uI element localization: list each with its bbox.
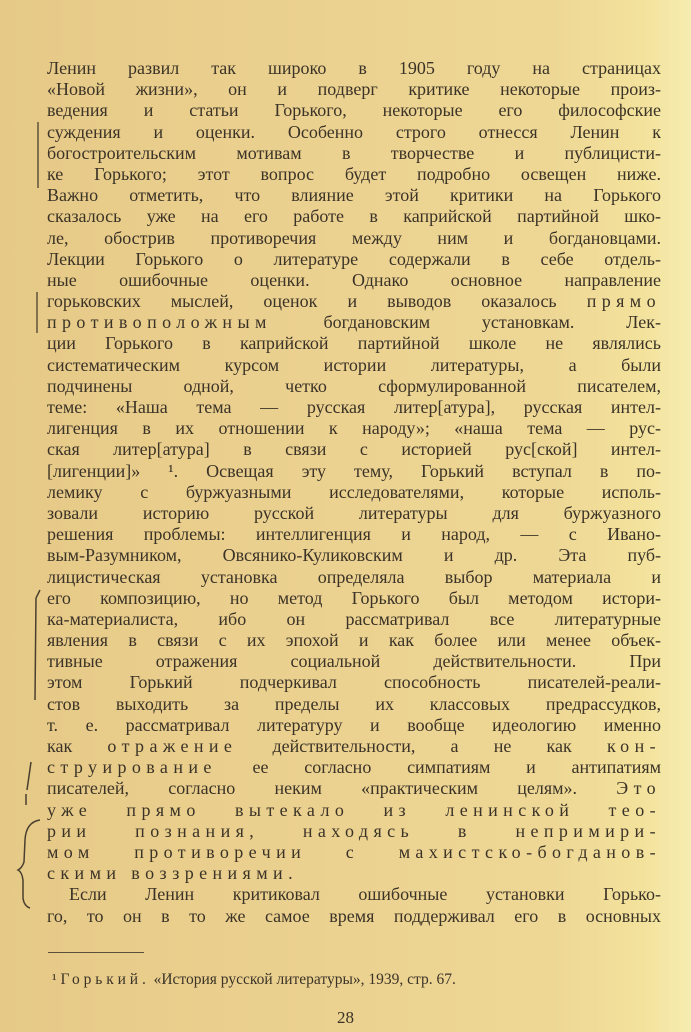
text-line — [47, 312, 661, 333]
text-line — [47, 694, 661, 715]
text-line — [47, 503, 661, 524]
line-text: этом Горький подчеркивал способность писателей-реали- — [47, 672, 661, 693]
text-line — [47, 524, 661, 545]
emphasized-text: рии познания, находясь в непримири- — [47, 820, 661, 841]
text-line — [47, 355, 661, 376]
line-text: тивные отражения социальной действительности. При — [47, 651, 661, 672]
line-text: горьковских мыслей, оценок и выводов оказалось — [47, 291, 587, 312]
line-text: лицистическая установка определяла выбор материала и — [47, 566, 661, 587]
text-line — [47, 164, 661, 185]
text-line — [47, 821, 661, 842]
emphasized-text: прямо — [586, 291, 661, 312]
line-text: [лигенции]» ¹. Освещая эту тему, Горький вступал в по- — [47, 460, 661, 481]
text-line — [47, 778, 661, 799]
text-line — [47, 842, 661, 863]
margin-brace — [18, 820, 40, 908]
line-text: т. е. рассматривал литературу и вообще идеологию именно — [47, 714, 661, 735]
text-line — [47, 143, 661, 164]
emphasized-text: струирование — [47, 757, 217, 778]
line-text: явления в связи с их эпохой и как более или менее объек- — [47, 630, 661, 651]
text-line — [47, 651, 661, 672]
line-text: лигенция в их отношении к народу»; «наша тема — рус- — [47, 418, 661, 439]
text-line — [47, 567, 661, 588]
text-line — [47, 333, 661, 354]
text-line — [47, 228, 661, 249]
line-text: ка-материалиста, ибо он рассматривал все литературные — [47, 608, 661, 629]
text-line — [47, 291, 661, 312]
text-line — [47, 800, 661, 821]
text-line — [47, 545, 661, 566]
text-line — [47, 185, 661, 206]
line-text: сказалось уже на его работе в каприйской партийной шко- — [47, 206, 661, 227]
line-text: богостроительским мотивам в творчестве и публицисти- — [47, 142, 661, 163]
text-line — [47, 206, 661, 227]
line-text: Ленин развил так широко в 1905 году на страницах — [47, 58, 661, 78]
text-line — [47, 715, 661, 736]
text-line — [47, 397, 661, 418]
line-text: лемику с буржуазными исследователями, которые исполь- — [47, 481, 661, 502]
text-line — [47, 418, 661, 439]
margin-line-4 — [26, 762, 31, 805]
text-line — [47, 588, 661, 609]
emphasized-text: противоположным — [47, 312, 272, 333]
footnote-author: Горький. — [60, 971, 150, 988]
line-text: писателей, согласно неким «практическим целям». — [47, 778, 617, 799]
line-text: ные ошибочные оценки. Однако основное направление — [47, 269, 661, 290]
emphasized-text: отражение — [107, 736, 238, 756]
text-line — [47, 609, 661, 630]
text-line — [47, 58, 661, 79]
line-text: как — [47, 736, 108, 756]
text-line — [47, 461, 661, 482]
line-text: ции Горького в каприйской партийной школе не являлись — [47, 333, 661, 354]
text-line — [47, 249, 661, 270]
line-text: ская литер[атура] в связи с историей рус[ской] интел- — [47, 439, 661, 460]
text-line — [47, 482, 661, 503]
emphasized-text: мом противоречии с махистско-богданов- — [47, 841, 661, 862]
line-text: Лекции Горького о литературе содержали в себе отдель- — [47, 248, 661, 269]
line-text: Если Ленин критиковал ошибочные установки Горько- — [69, 884, 661, 905]
footnote-text: «История русской литературы», 1939, стр. 67. — [149, 971, 456, 988]
emphasized-text: уже прямо вытекало из ленинской тео- — [47, 799, 661, 820]
line-text: го, то он в то же самое время поддерживал его в основных — [47, 905, 661, 926]
footnote — [52, 970, 456, 990]
text-line — [47, 630, 661, 651]
text-line — [47, 79, 661, 100]
page-number: 28 — [337, 1008, 354, 1027]
text-line — [47, 376, 661, 397]
line-text: действительности, а не как — [237, 736, 607, 756]
emphasized-text: Это — [616, 778, 661, 799]
line-text: его композицию, но метод Горького был методом истори- — [47, 587, 661, 608]
line-text: ведения и статьи Горького, некоторые его философские — [47, 100, 661, 121]
line-text: ее согласно симпатиям и антипатиям — [216, 757, 661, 778]
line-text: ле, обострив противоречия между ним и богдановцами. — [47, 227, 661, 248]
emphasized-text: кон- — [606, 736, 661, 756]
line-text: стов выходить за пределы их классовых предрассудков, — [47, 693, 661, 714]
text-line — [47, 122, 661, 143]
body-text — [47, 58, 661, 927]
line-text: ке Горького; этот вопрос будет подробно освещен ниже. — [47, 163, 661, 184]
line-text: богдановским установкам. Лек- — [271, 312, 661, 333]
text-line — [47, 270, 661, 291]
footnote-mark: ¹ — [52, 971, 57, 988]
line-text: решения проблемы: интеллигенция и народ, — с Ивано- — [47, 524, 661, 545]
text-line — [47, 863, 661, 884]
text-line — [47, 672, 661, 693]
line-text: Важно отметить, что влияние этой критики на Горького — [47, 185, 661, 206]
text-line — [47, 906, 661, 927]
line-text: систематическим курсом истории литературы, а были — [47, 354, 661, 375]
line-text: подчинены одной, четко сформулированной писателем, — [47, 375, 661, 396]
line-text: теме: «Наша тема — русская литер[атура], русская интел- — [47, 397, 661, 417]
line-text: зовали историю русской литературы для буржуазного — [47, 502, 661, 523]
text-line — [47, 884, 661, 905]
line-text: вым-Разумником, Овсянико-Куликовским и др. Эта пуб- — [47, 545, 661, 566]
text-line — [47, 100, 661, 121]
margin-bracket-3 — [35, 590, 40, 700]
line-text: суждения и оценки. Особенно строго отнесся Ленин к — [47, 121, 661, 142]
text-line — [47, 736, 661, 757]
footnote-divider — [48, 952, 144, 953]
line-text: «Новой жизни», он и подверг критике некоторые произ- — [47, 79, 661, 100]
emphasized-text: скими воззрениями. — [47, 863, 298, 884]
text-line — [47, 757, 661, 778]
text-line — [47, 439, 661, 460]
